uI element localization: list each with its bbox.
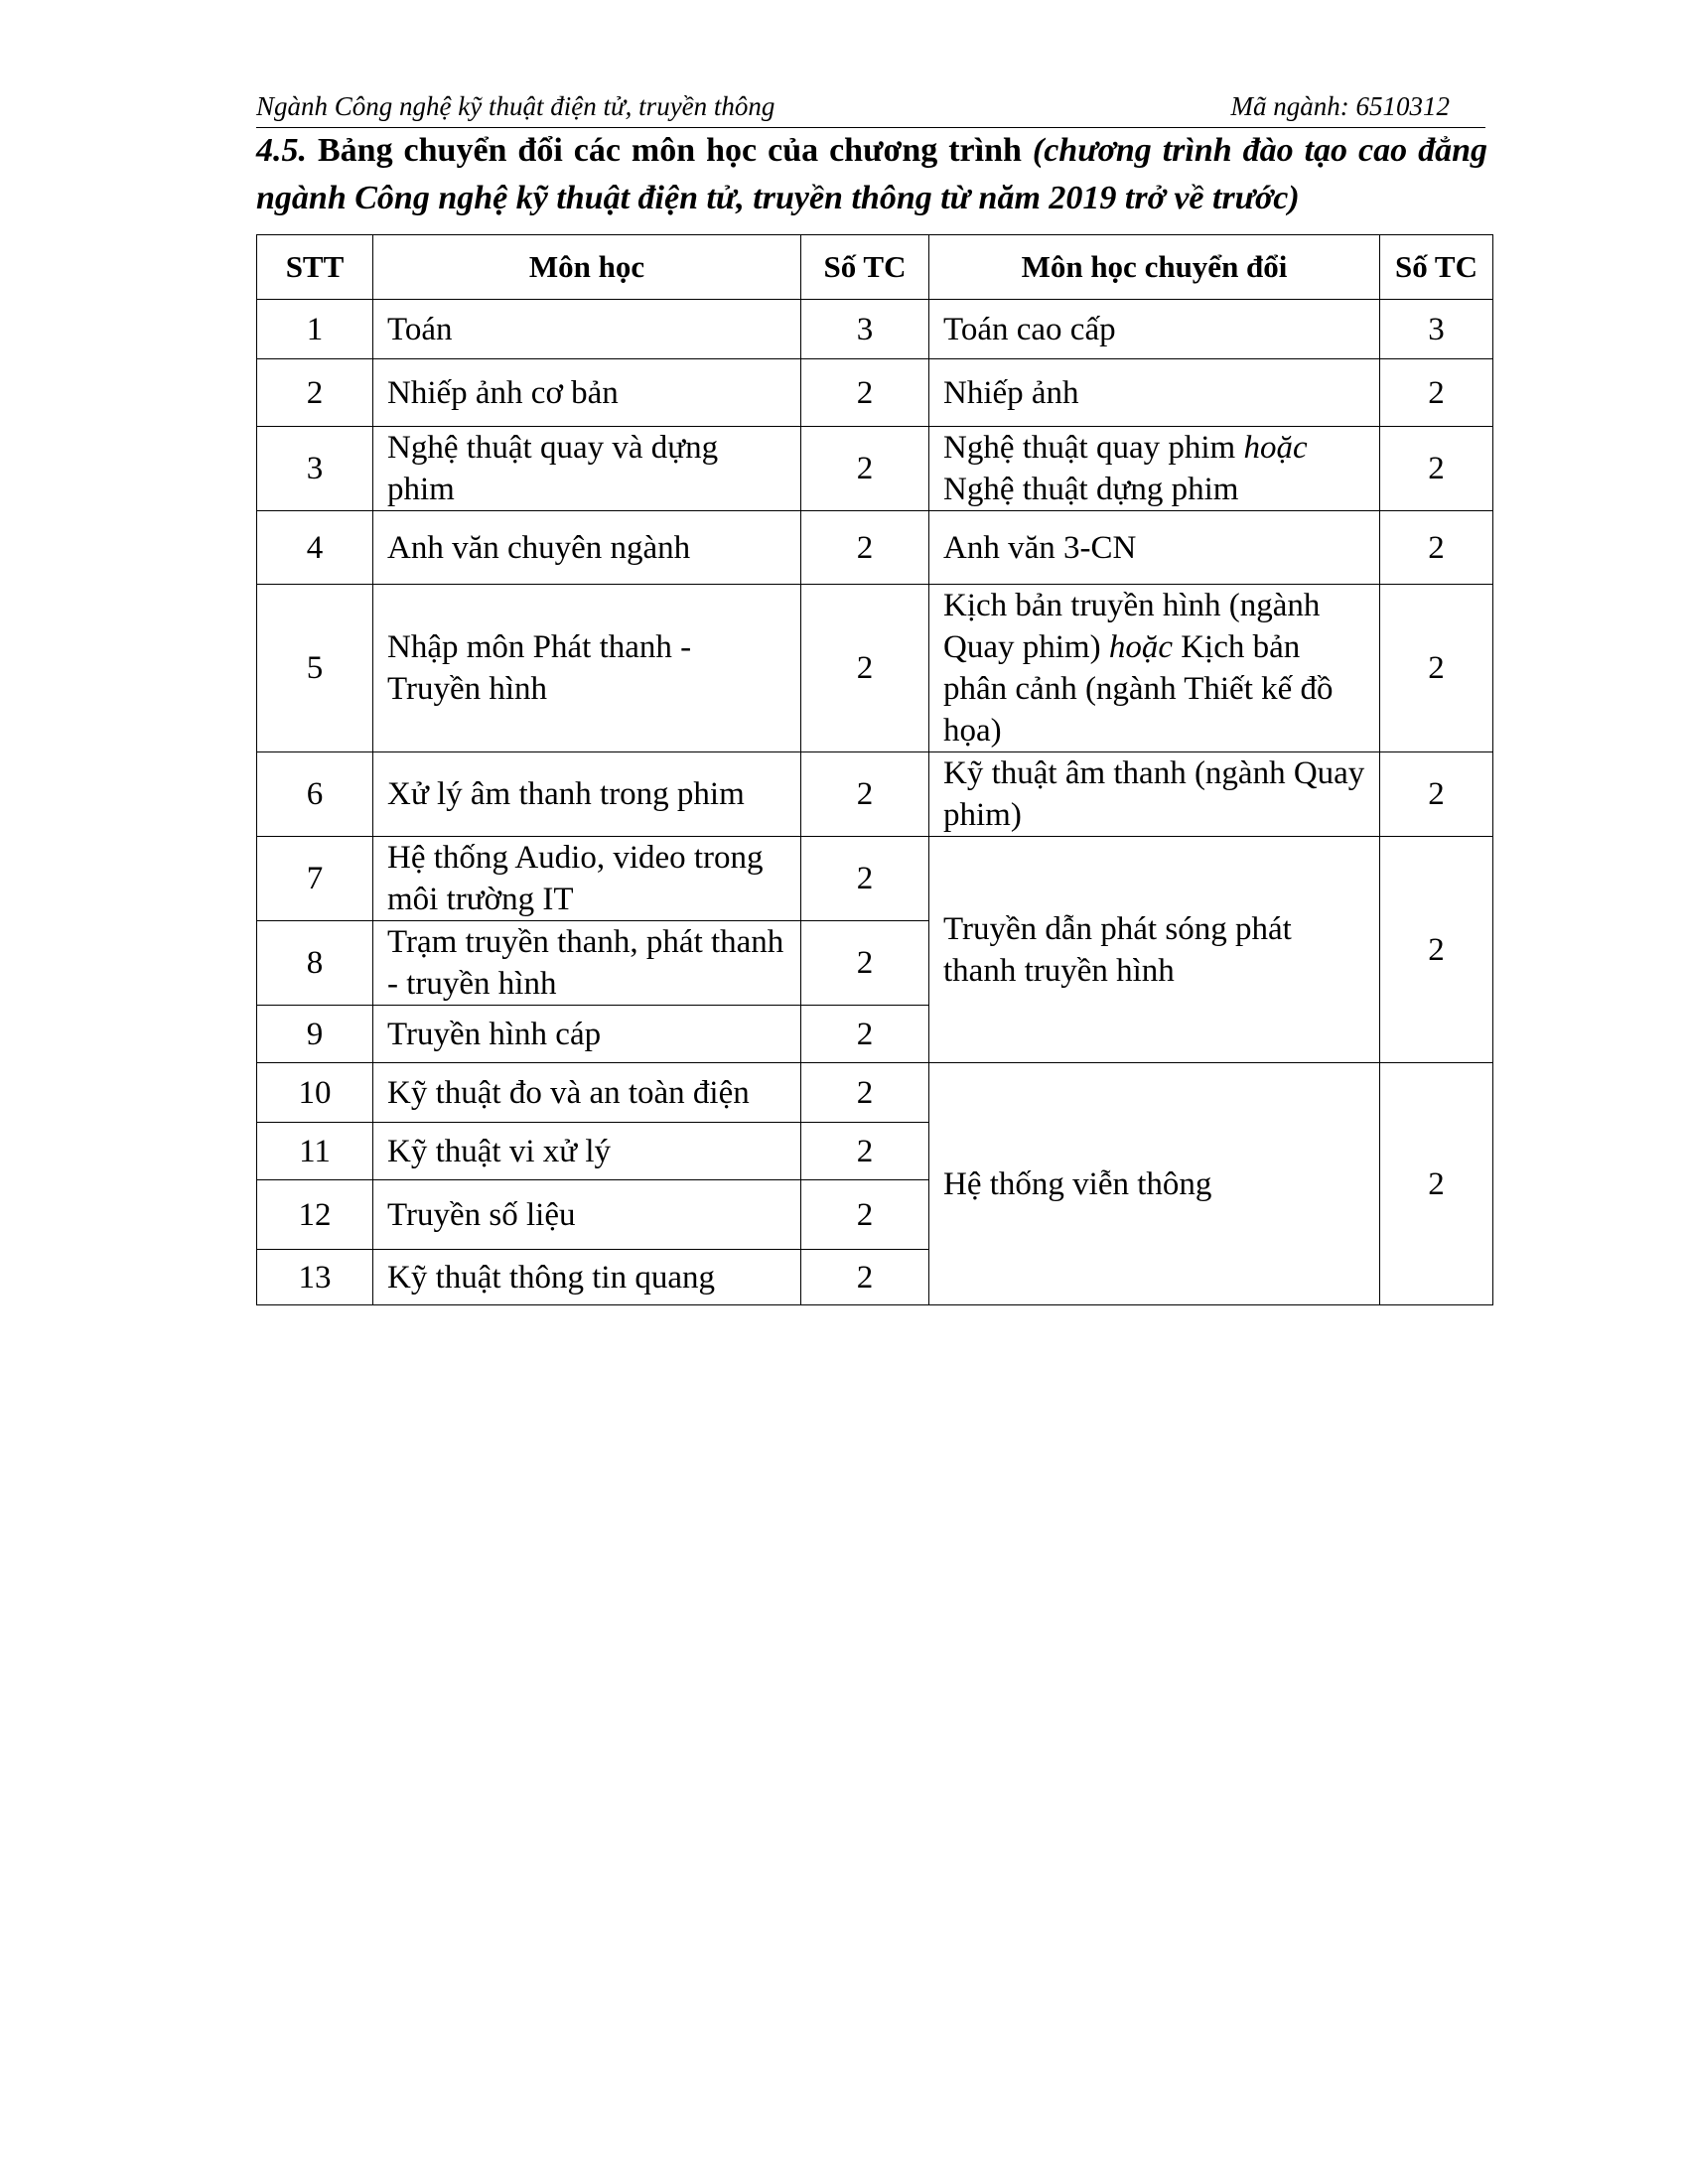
cell-converted-credits: 2 [1380, 837, 1493, 1063]
cell-converted-subject: Anh văn 3-CN [929, 511, 1380, 585]
column-header-converted-credits: Số TC [1380, 235, 1493, 300]
cell-credits: 2 [801, 1123, 929, 1180]
cell-stt: 2 [257, 359, 373, 427]
section-heading [256, 127, 1487, 222]
converted-option-b: Kịch bản phân cảnh (ngành Thiết kế đồ họa) [943, 629, 1334, 749]
cell-subject: Xử lý âm thanh trong phim [373, 752, 801, 837]
cell-converted-credits: 2 [1380, 511, 1493, 585]
table-row [257, 511, 1493, 585]
cell-stt: 5 [257, 585, 373, 752]
or-connector: hoặc [1108, 629, 1173, 665]
converted-option-a: Nghệ thuật quay phim [943, 430, 1236, 466]
header-program-code: Mã ngành: 6510312 [1230, 91, 1450, 121]
cell-converted-subject: Hệ thống viễn thông [929, 1063, 1380, 1305]
cell-subject: Nghệ thuật quay và dựng phim [373, 427, 801, 511]
column-header-converted-subject: Môn học chuyển đổi [929, 235, 1380, 300]
cell-subject: Trạm truyền thanh, phát thanh - truyền hình [373, 921, 801, 1006]
table-row [257, 837, 1493, 921]
cell-stt: 9 [257, 1006, 373, 1063]
cell-credits: 2 [801, 585, 929, 752]
cell-stt: 1 [257, 300, 373, 359]
cell-stt: 3 [257, 427, 373, 511]
section-number: 4.5. [256, 132, 307, 169]
cell-subject: Truyền hình cáp [373, 1006, 801, 1063]
table-header-row [257, 235, 1493, 300]
cell-converted-subject: Truyền dẫn phát sóng phát thanh truyền hình [929, 837, 1380, 1063]
cell-credits: 3 [801, 300, 929, 359]
page-header [256, 91, 1485, 122]
cell-converted-subject: Nhiếp ảnh [929, 359, 1380, 427]
table-row [257, 585, 1493, 752]
cell-credits: 2 [801, 1180, 929, 1250]
cell-subject: Hệ thống Audio, video trong môi trường IT [373, 837, 801, 921]
converted-option-b: Nghệ thuật dựng phim [943, 472, 1239, 507]
column-header-subject: Môn học [373, 235, 801, 300]
cell-subject: Anh văn chuyên ngành [373, 511, 801, 585]
cell-converted-credits: 2 [1380, 359, 1493, 427]
cell-converted-subject [929, 427, 1380, 511]
section-title: Bảng chuyển đổi các môn học của chương trình [317, 132, 1022, 169]
cell-converted-credits: 2 [1380, 585, 1493, 752]
cell-credits: 2 [801, 921, 929, 1006]
column-header-stt: STT [257, 235, 373, 300]
cell-converted-credits: 2 [1380, 1063, 1493, 1305]
cell-subject: Nhiếp ảnh cơ bản [373, 359, 801, 427]
cell-stt: 8 [257, 921, 373, 1006]
cell-subject: Truyền số liệu [373, 1180, 801, 1250]
cell-credits: 2 [801, 1006, 929, 1063]
table-row [257, 300, 1493, 359]
cell-credits: 2 [801, 1063, 929, 1123]
cell-converted-subject: Toán cao cấp [929, 300, 1380, 359]
cell-credits: 2 [801, 1250, 929, 1305]
cell-subject: Kỹ thuật thông tin quang [373, 1250, 801, 1305]
conversion-table [256, 234, 1493, 1305]
cell-stt: 11 [257, 1123, 373, 1180]
cell-subject: Kỹ thuật vi xử lý [373, 1123, 801, 1180]
cell-stt: 12 [257, 1180, 373, 1250]
or-connector: hoặc [1243, 430, 1308, 466]
section-note: (chương trình đào tạo cao đẳng ngành Công nghệ kỹ thuật điện tử, truyền thông từ năm 2019 trở về trước) [256, 132, 1487, 216]
cell-subject: Toán [373, 300, 801, 359]
cell-stt: 13 [257, 1250, 373, 1305]
column-header-credits: Số TC [801, 235, 929, 300]
converted-option-a: Kịch bản truyền hình (ngành Quay phim) [943, 588, 1321, 665]
cell-credits: 2 [801, 359, 929, 427]
cell-stt: 10 [257, 1063, 373, 1123]
cell-converted-subject [929, 585, 1380, 752]
cell-credits: 2 [801, 511, 929, 585]
cell-converted-credits: 2 [1380, 427, 1493, 511]
table-row [257, 359, 1493, 427]
cell-converted-subject: Kỹ thuật âm thanh (ngành Quay phim) [929, 752, 1380, 837]
table-row [257, 752, 1493, 837]
cell-subject: Nhập môn Phát thanh - Truyền hình [373, 585, 801, 752]
cell-converted-credits: 3 [1380, 300, 1493, 359]
cell-subject: Kỹ thuật đo và an toàn điện [373, 1063, 801, 1123]
table-row [257, 1063, 1493, 1123]
header-program-name: Ngành Công nghệ kỹ thuật điện tử, truyền thông [256, 91, 775, 121]
cell-stt: 7 [257, 837, 373, 921]
cell-credits: 2 [801, 427, 929, 511]
cell-stt: 6 [257, 752, 373, 837]
table-row [257, 427, 1493, 511]
cell-credits: 2 [801, 837, 929, 921]
cell-credits: 2 [801, 752, 929, 837]
cell-converted-credits: 2 [1380, 752, 1493, 837]
cell-stt: 4 [257, 511, 373, 585]
